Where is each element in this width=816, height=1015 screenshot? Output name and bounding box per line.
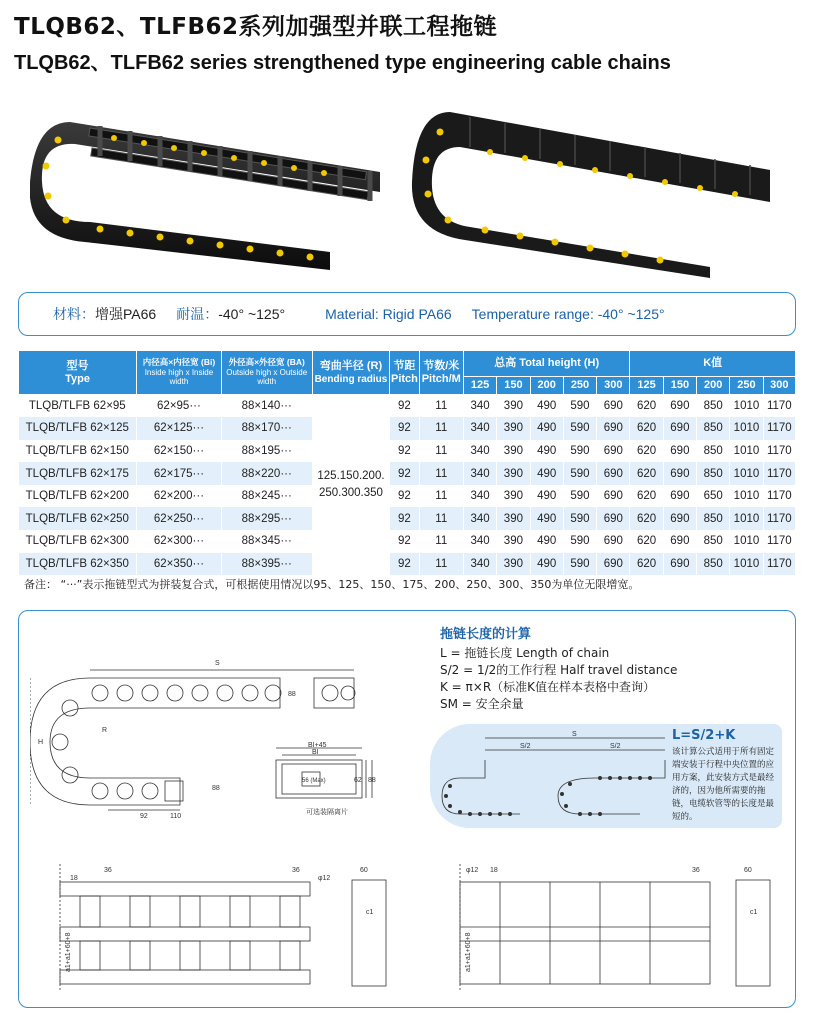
cell-k-value: 1170 [763, 485, 795, 508]
dim-h: H [38, 739, 44, 746]
cell-total-height: 490 [530, 530, 563, 553]
cell-total-height: 690 [597, 462, 630, 485]
dim-a1-b: a1+a1+60+8 [465, 932, 472, 972]
cell-type: TLQB/TLFB 62×350 [19, 553, 137, 576]
cell-k-value: 1010 [730, 530, 763, 553]
dim-88-section: 88 [368, 777, 376, 784]
cell-bi: 62×250··· [137, 507, 222, 530]
cell-pitch: 92 [390, 440, 419, 463]
cell-bi: 62×150··· [137, 440, 222, 463]
title-cn: TLQB62、TLFB62系列加强型并联工程拖链 [14, 14, 498, 40]
cell-total-height: 390 [497, 417, 530, 440]
cell-k-value: 620 [630, 485, 663, 508]
cell-ba: 88×140··· [221, 395, 312, 418]
dim-36-b: 36 [292, 867, 300, 874]
cell-k-value: 1010 [730, 395, 763, 418]
header-h-col: 125 [463, 377, 496, 395]
cell-k-value: 850 [697, 417, 730, 440]
cell-total-height: 390 [497, 395, 530, 418]
cell-total-height: 490 [530, 485, 563, 508]
cell-bi: 62×175··· [137, 462, 222, 485]
cell-bi: 62×300··· [137, 530, 222, 553]
chain-photo-open-frame [30, 92, 415, 278]
cell-pitch-m: 11 [419, 440, 463, 463]
cell-k-value: 1170 [763, 530, 795, 553]
cell-total-height: 390 [497, 485, 530, 508]
cell-k-value: 620 [630, 462, 663, 485]
header-h-col: 150 [497, 377, 530, 395]
cell-total-height: 690 [597, 530, 630, 553]
table-note: 备注： “···”表示拖链型式为拼装复合式，可根据使用情况以95、125、150、175、200、250、300、350为单位无限增宽。 [24, 578, 640, 591]
calc-line-s: S/2 = 1/2的工作行程 Half travel distance [440, 663, 678, 677]
cell-total-height: 590 [563, 507, 596, 530]
cell-bending-radius [312, 395, 390, 576]
cell-pitch: 92 [390, 462, 419, 485]
dim-88-bottom: 88 [212, 785, 220, 792]
header-k-col: 125 [630, 377, 663, 395]
cell-k-value: 850 [697, 462, 730, 485]
cell-k-value: 1170 [763, 440, 795, 463]
material-cn-label: 材料： [53, 306, 95, 322]
header-pitch: 节距 Pitch [390, 351, 419, 395]
cell-total-height: 690 [597, 440, 630, 463]
dim-62: 62 [354, 777, 362, 784]
cell-k-value: 620 [630, 395, 663, 418]
cell-pitch-m: 11 [419, 507, 463, 530]
diagram-s-half-right: S/2 [610, 743, 621, 750]
cell-ba: 88×345··· [221, 530, 312, 553]
cell-total-height: 590 [563, 462, 596, 485]
cell-type: TLQB/TLFB 62×125 [19, 417, 137, 440]
title-en: TLQB62、TLFB62 series strengthened type engineering cable chains [14, 52, 671, 74]
cell-k-value: 1010 [730, 485, 763, 508]
cell-pitch-m: 11 [419, 553, 463, 576]
cell-total-height: 490 [530, 395, 563, 418]
cell-k-value: 1170 [763, 507, 795, 530]
dim-r: R [102, 727, 108, 734]
header-h-col: 200 [530, 377, 563, 395]
cell-total-height: 340 [463, 462, 496, 485]
bending-radius-line: 250.300.350 [318, 487, 383, 500]
cell-total-height: 490 [530, 417, 563, 440]
table-row [19, 485, 796, 508]
cell-total-height: 590 [563, 395, 596, 418]
cell-total-height: 590 [563, 440, 596, 463]
material-bar [18, 292, 796, 336]
header-total-height: 总高 Total height (H) [463, 351, 629, 377]
dim-60-b: 60 [744, 867, 752, 874]
cell-k-value: 1010 [730, 417, 763, 440]
header-h-col: 250 [563, 377, 596, 395]
cell-k-value: 1010 [730, 462, 763, 485]
dim-60-a: 60 [360, 867, 368, 874]
cell-k-value: 620 [630, 417, 663, 440]
chain-photo-closed-cover [410, 92, 790, 278]
cell-total-height: 690 [597, 507, 630, 530]
cell-ba: 88×220··· [221, 462, 312, 485]
cell-pitch: 92 [390, 417, 419, 440]
cell-ba: 88×170··· [221, 417, 312, 440]
cell-type: TLQB/TLFB 62×250 [19, 507, 137, 530]
cell-pitch: 92 [390, 553, 419, 576]
cell-total-height: 590 [563, 530, 596, 553]
cell-type: TLQB/TLFB 62×150 [19, 440, 137, 463]
removable-separator: 可选装隔离片 [306, 809, 348, 816]
cell-total-height: 490 [530, 440, 563, 463]
cell-total-height: 490 [530, 462, 563, 485]
dim-a1-a: a1+a1+60+8 [65, 932, 72, 972]
cell-total-height: 340 [463, 507, 496, 530]
cell-pitch: 92 [390, 485, 419, 508]
spec-table [18, 350, 796, 575]
cell-k-value: 1010 [730, 553, 763, 576]
dim-12-b: φ12 [466, 867, 479, 874]
material-en: Material: Rigid PA66 [325, 306, 452, 322]
temp-en: Temperature range: -40° ~125° [471, 306, 665, 322]
cell-type: TLQB/TLFB 62×175 [19, 462, 137, 485]
cell-total-height: 490 [530, 507, 563, 530]
cell-k-value: 1010 [730, 507, 763, 530]
cell-ba: 88×395··· [221, 553, 312, 576]
cell-k-value: 690 [663, 485, 696, 508]
dim-s-side: S [215, 660, 220, 667]
table-row [19, 507, 796, 530]
cell-pitch-m: 11 [419, 462, 463, 485]
cell-k-value: 690 [663, 553, 696, 576]
table-row [19, 553, 796, 576]
cell-total-height: 490 [530, 553, 563, 576]
dim-c1-a: c1 [366, 909, 374, 916]
cell-bi: 62×200··· [137, 485, 222, 508]
cell-k-value: 690 [663, 462, 696, 485]
cell-total-height: 690 [597, 417, 630, 440]
calc-heading: 拖链长度的计算 [440, 627, 532, 642]
cell-k-value: 650 [697, 485, 730, 508]
cell-bi: 62×125··· [137, 417, 222, 440]
cell-k-value: 850 [697, 507, 730, 530]
cell-k-value: 1170 [763, 462, 795, 485]
dim-bi45: BI+45 [308, 742, 327, 749]
cell-k-value: 850 [697, 530, 730, 553]
cell-k-value: 1010 [730, 440, 763, 463]
header-k-value: K值 [630, 351, 796, 377]
formula: L=S/2+K [672, 728, 736, 743]
material-cn-value: 增强PA66 [95, 306, 157, 322]
cell-k-value: 620 [630, 553, 663, 576]
cell-total-height: 340 [463, 553, 496, 576]
cell-total-height: 390 [497, 530, 530, 553]
cell-k-value: 850 [697, 440, 730, 463]
cell-k-value: 690 [663, 507, 696, 530]
cell-pitch: 92 [390, 530, 419, 553]
cell-total-height: 590 [563, 485, 596, 508]
cell-total-height: 390 [497, 507, 530, 530]
calc-line-k: K = π×R（标准K值在样本表格中查询） [440, 680, 656, 694]
dim-c1-b: c1 [750, 909, 758, 916]
cell-k-value: 1170 [763, 553, 795, 576]
cell-ba: 88×245··· [221, 485, 312, 508]
cell-bi: 62×95··· [137, 395, 222, 418]
calc-line-l: L = 拖链长度 Length of chain [440, 646, 610, 660]
dim-110: 110 [170, 813, 182, 820]
cell-k-value: 690 [663, 530, 696, 553]
table-row [19, 530, 796, 553]
cell-pitch-m: 11 [419, 395, 463, 418]
header-k-col: 200 [697, 377, 730, 395]
temp-cn-label: 耐温： [176, 306, 219, 322]
cell-ba: 88×195··· [221, 440, 312, 463]
dim-88-top: 88 [288, 691, 296, 698]
cell-pitch-m: 11 [419, 485, 463, 508]
cell-ba: 88×295··· [221, 507, 312, 530]
cell-k-value: 620 [630, 440, 663, 463]
cell-k-value: 850 [697, 553, 730, 576]
open-frame-top-view [30, 852, 420, 1002]
table-row [19, 417, 796, 440]
dim-max: 56 (Max) [302, 778, 326, 784]
cell-k-value: 690 [663, 417, 696, 440]
header-k-col: 150 [663, 377, 696, 395]
header-type: 型号 Type [19, 351, 137, 395]
table-row [19, 462, 796, 485]
cell-k-value: 690 [663, 440, 696, 463]
cell-k-value: 690 [663, 395, 696, 418]
cell-k-value: 850 [697, 395, 730, 418]
cell-total-height: 390 [497, 553, 530, 576]
cell-k-value: 620 [630, 507, 663, 530]
temp-cn-value: -40° ~125° [218, 306, 286, 322]
dim-92: 92 [140, 813, 148, 820]
closed-cover-top-view [430, 852, 790, 1002]
table-row [19, 440, 796, 463]
cell-pitch: 92 [390, 395, 419, 418]
dim-36-c: 36 [692, 867, 700, 874]
dim-18-b: 18 [490, 867, 498, 874]
bending-radius-line: 125.150.200. [317, 469, 385, 482]
cell-type: TLQB/TLFB 62×200 [19, 485, 137, 508]
dim-12-a: φ12 [318, 875, 331, 882]
cell-k-value: 1170 [763, 417, 795, 440]
cell-type: TLQB/TLFB 62×95 [19, 395, 137, 418]
cell-k-value: 620 [630, 530, 663, 553]
dim-18-a: 18 [70, 875, 78, 882]
travel-diagram [440, 730, 670, 822]
cell-total-height: 390 [497, 440, 530, 463]
cell-total-height: 340 [463, 485, 496, 508]
header-k-col: 300 [763, 377, 795, 395]
header-k-col: 250 [730, 377, 763, 395]
dim-bi: BI [312, 749, 319, 756]
cell-total-height: 340 [463, 395, 496, 418]
cell-k-value: 1170 [763, 395, 795, 418]
cell-pitch-m: 11 [419, 530, 463, 553]
cell-total-height: 590 [563, 417, 596, 440]
header-h-col: 300 [597, 377, 630, 395]
header-bi: 内径高×内径宽 (Bi) Inside high x Inside width [137, 351, 222, 395]
diagram-s-half-left: S/2 [520, 743, 531, 750]
diagram-s: S [572, 731, 577, 738]
cell-bi: 62×350··· [137, 553, 222, 576]
table-row [19, 395, 796, 418]
cell-total-height: 390 [497, 462, 530, 485]
cell-pitch-m: 11 [419, 417, 463, 440]
cell-total-height: 340 [463, 530, 496, 553]
cell-total-height: 340 [463, 440, 496, 463]
cell-type: TLQB/TLFB 62×300 [19, 530, 137, 553]
cell-total-height: 690 [597, 553, 630, 576]
cell-total-height: 590 [563, 553, 596, 576]
cell-total-height: 340 [463, 417, 496, 440]
calc-line-sm: SM = 安全余量 [440, 697, 524, 711]
length-calc [440, 626, 677, 713]
cell-total-height: 690 [597, 485, 630, 508]
cell-total-height: 690 [597, 395, 630, 418]
dim-36-a: 36 [104, 867, 112, 874]
header-r: 弯曲半径 (R) Bending radius [312, 351, 390, 395]
formula-note: 该计算公式适用于所有固定端安装于行程中央位置的应用方案，此安装方式是最经济的，因为他所需要的拖链，电缆软管等的长度是最短的。 [672, 747, 775, 822]
header-ba: 外径高×外径宽 (BA) Outside high x Outside width [221, 351, 312, 395]
cell-pitch: 92 [390, 507, 419, 530]
header-pitch-m: 节数/米 Pitch/M [419, 351, 463, 395]
cross-section-drawing [268, 742, 380, 824]
